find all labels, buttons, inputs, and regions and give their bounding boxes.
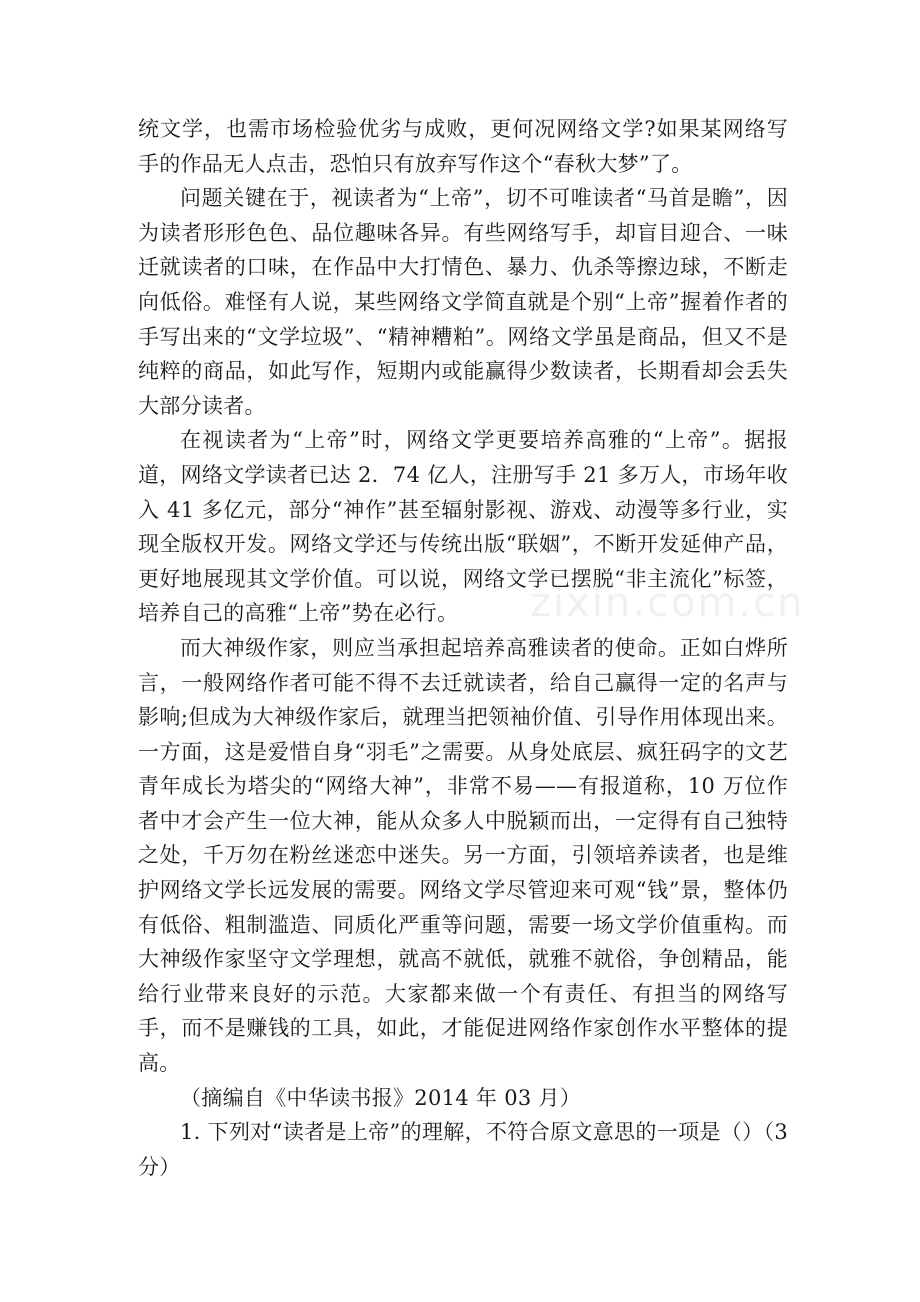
source-citation: （摘编自《中华读书报》2014 年 03 月） (180, 1085, 582, 1110)
watermark: zixin.com.cn (530, 580, 805, 626)
paragraph-great-writers: 而大神级作家，则应当承担起培养高雅读者的使命。正如白烨所言，一般网络作者可能不得不去迁就读者，给自己赢得一定的名声与影响;但成为大神级作家后，就理当把领袖价值、引导作用体现出来。一方面，这是爱惜自身“羽毛”之需要。从身处底层、疯狂码字的文艺青年成长为塔尖的“网络大神”，非常不易——有报道称，10 万位作者中才会产生一位大神，能从众多人中脱颖而出，一定得有自己独特之处，千万勿在粉丝迷恋中迷失。另一方面，引领培养读者，也是维护网络文学长远发展的需要。网络文学尽管迎来可观“钱”景，整体仍有低俗、粗制滥造、同质化严重等问题，需要一场文学价值重构。而大神级作家坚守文学理想，就高不就低，就雅不就俗，争创精品，能给行业带来良好的示范。大家都来做一个有责任、有担当的网络写手，而不是赚钱的工具，如此，才能促进网络作家创作水平整体的提高。 (138, 635, 788, 1076)
question-1: 1. 下列对“读者是上帝”的理解，不符合原文意思的一项是（）（3 分） (138, 1120, 788, 1179)
document-body (138, 112, 788, 1184)
paragraph-reader-god: 问题关键在于，视读者为“上帝”，切不可唯读者“马首是瞻”，因为读者形形色色、品位趣味各异。有些网络写手，却盲目迎合、一味迁就读者的口味，在作品中大打情色、暴力、仇杀等擦边球，不断走向低俗。难怪有人说，某些网络文学简直就是个别“上帝”握着作者的手写出来的“文学垃圾”、“精神糟粕”。网络文学虽是商品，但又不是纯粹的商品，如此写作，短期内或能赢得少数读者，长期看却会丢失大部分读者。 (138, 186, 788, 418)
paragraph-continuation: 统文学，也需市场检验优劣与成败，更何况网络文学?如果某网络写手的作品无人点击，恐怕只有放弃写作这个“春秋大梦”了。 (138, 117, 788, 176)
paragraph-cultivate-readers: 在视读者为“上帝”时，网络文学更要培养高雅的“上帝”。据报道，网络文学读者已达 2．74 亿人，注册写手 21 多万人，市场年收入 41 多亿元，部分“神作”甚至辐射影视、游戏、动漫等多行业，实现全版权开发。网络文学还与传统出版“联姻”，不断开发延伸产品，更好地展现其文学价值。可以说，网络文学已摆脱“非主流化”标签，培养自己的高雅“上帝”势在必行。 (138, 428, 789, 626)
